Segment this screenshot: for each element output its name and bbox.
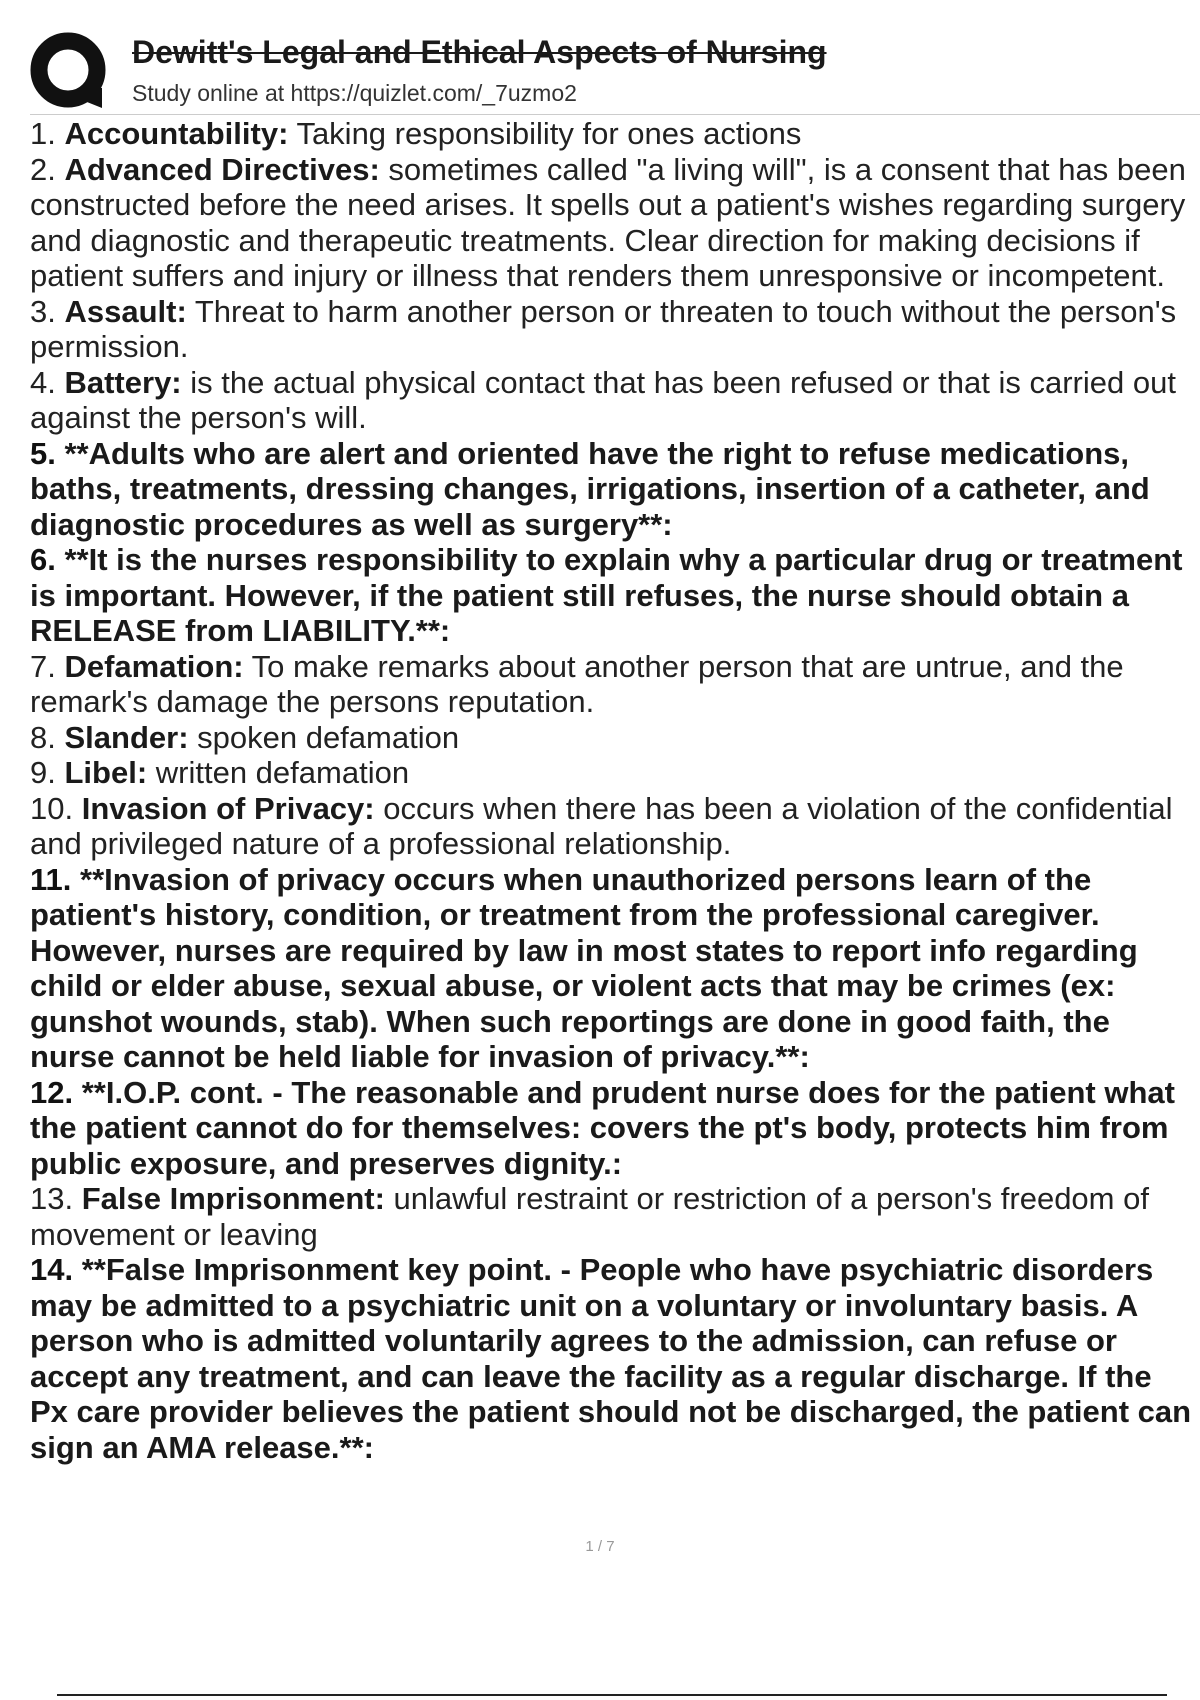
item-term: Invasion of Privacy: [81, 790, 375, 826]
item-number: 2. [30, 151, 56, 187]
item-definition: written defamation [147, 755, 410, 790]
list-item-key-point [30, 1075, 1198, 1182]
list-item [30, 365, 1198, 436]
page-indicator: 1 / 7 [585, 1538, 615, 1555]
item-term: Slander: [64, 719, 189, 755]
item-number: 13. [30, 1181, 74, 1216]
item-number: 10. [30, 790, 74, 826]
item-term: **Adults who are alert and oriented have the right to refuse medications, baths, treatments, dressing changes, irrigations, insertion of a catheter, and diagnostic procedures as well as surgery**: [30, 435, 1150, 542]
list-item [30, 755, 1198, 791]
item-term: Battery: [64, 364, 182, 400]
item-definition: To make remarks about another person that are untrue, and the remark's damage the persons reputation. [30, 648, 1124, 719]
list-item [30, 791, 1198, 862]
item-term: Advanced Directives: [64, 151, 380, 187]
item-definition: unlawful restraint or restriction of a person's freedom of movement or leaving [30, 1181, 1149, 1252]
document-title: Dewitt's Legal and Ethical Aspects of Nursing [132, 34, 827, 70]
item-definition: sometimes called "a living will", is a consent that has been constructed before the need arises. It spells out a patient's wishes regarding surgery and diagnostic and therapeutic treatments. Clear direction for making decisions if patient suffers and injury or illness that renders them unresponsive or incompetent. [30, 151, 1186, 293]
study-online-link[interactable]: Study online at https://quizlet.com/_7uzmo2 [132, 80, 577, 106]
item-definition: Threat to harm another person or threaten to touch without the person's permission. [30, 293, 1177, 364]
item-number: 3. [30, 293, 56, 329]
list-item [30, 1181, 1198, 1252]
quizlet-q-logo-icon [30, 32, 114, 112]
list-item [30, 649, 1198, 720]
item-definition: Taking responsibility for ones actions [288, 116, 802, 151]
item-term: **It is the nurses responsibility to explain why a particular drug or treatment is important. However, if the patient still refuses, the nurse should obtain a RELEASE from LIABILITY.**: [30, 542, 1183, 648]
item-definition: is the actual physical contact that has been refused or that is carried out against the person's will. [30, 364, 1176, 435]
item-number: 14. [30, 1252, 74, 1287]
footer-divider [57, 1694, 1167, 1696]
item-term: **False Imprisonment key point. - People who have psychiatric disorders may be admitted to a psychiatric unit on a voluntary or involuntary basis. A person who is admitted voluntarily agrees to the admission, can refuse or accept any treatment, and can leave the facility as a regular discharge. If the Px care provider believes the patient should not be discharged, the patient can sign an AMA release.**: [30, 1252, 1192, 1465]
list-item-key-point [30, 542, 1198, 649]
list-item-key-point [30, 862, 1198, 1075]
list-item [30, 294, 1198, 365]
item-number: 12. [30, 1074, 74, 1110]
item-term: **I.O.P. cont. - The reasonable and prudent nurse does for the patient what the patient cannot do for themselves: covers the pt's body, protects him from public exposure, and preserves dignity.: [30, 1074, 1175, 1181]
list-item-key-point [30, 1252, 1198, 1465]
item-term: False Imprisonment: [81, 1181, 385, 1216]
header-divider [30, 114, 1200, 115]
list-item [30, 152, 1198, 294]
item-number: 6. [30, 542, 56, 577]
item-term: Accountability: [64, 116, 289, 151]
flashcard-list [30, 116, 1198, 1465]
list-item-key-point [30, 436, 1198, 543]
item-number: 11. [30, 861, 72, 897]
document-header [30, 30, 1200, 116]
item-term: **Invasion of privacy occurs when unauthorized persons learn of the patient's history, condition, or treatment from the professional caregiver. However, nurses are required by law in most states to report info regarding child or elder abuse, sexual abuse, or violent acts that may be crimes (ex: gunshot wounds, stab). When such reportings are done in good faith, the nurse cannot be held liable for invasion of privacy.**: [30, 861, 1138, 1074]
item-number: 9. [30, 755, 56, 790]
item-definition: spoken defamation [188, 719, 460, 755]
item-term: Defamation: [64, 648, 244, 684]
item-number: 5. [30, 435, 56, 471]
list-item [30, 720, 1198, 756]
item-number: 7. [30, 648, 56, 684]
item-number: 8. [30, 719, 56, 755]
item-term: Assault: [64, 293, 187, 329]
item-number: 4. [30, 364, 56, 400]
item-term: Libel: [64, 755, 148, 790]
item-number: 1. [30, 116, 56, 151]
list-item [30, 116, 1198, 152]
item-definition: occurs when there has been a violation of the confidential and privileged nature of a professional relationship. [30, 790, 1173, 861]
